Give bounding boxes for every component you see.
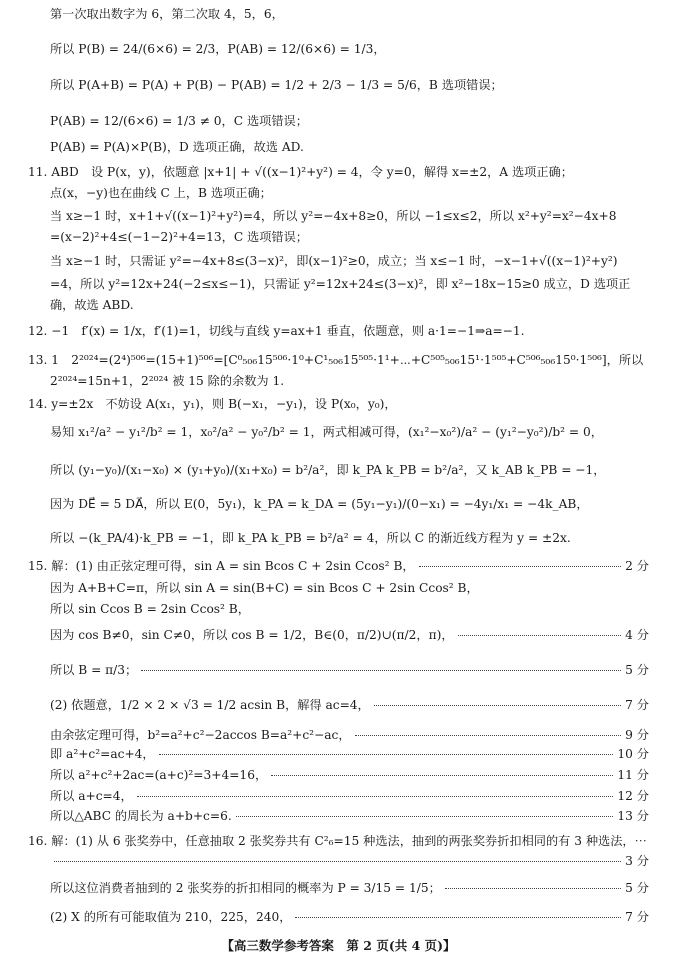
text-line: 所以 P(A+B) = P(A) + P(B) − P(AB) = 1/2 + 2/3 − 1/3 = 5/6，B 选项错误；: [50, 78, 503, 92]
score-label: 7 分: [625, 910, 649, 924]
text-line: 11. ABD 设 P(x，y)，依题意 |x+1| + √((x−1)²+y²) = 4，令 y=0，解得 x=±2，A 选项正确；: [28, 165, 573, 179]
score-label: 4 分: [625, 628, 649, 642]
score-label: 2 分: [625, 559, 649, 573]
text-line: 当 x≥−1 时，只需证 y²=−4x+8≤(3−x)²，即(x−1)²≥0，成立；当 x≤−1 时，−x−1+√((x−1)²+y²): [50, 254, 618, 268]
text-line: =(x−2)²+4≤(−1−2)²+4=13，C 选项错误；: [50, 230, 308, 244]
score-label: 5 分: [625, 663, 649, 677]
text-line: 所以△ABC 的周长为 a+b+c=6. 13 分: [50, 809, 649, 823]
text-line: 因为 DE⃗ = 5 DA⃗，所以 E(0，5y₁)，k_PA = k_DA = (5y₁−y₁)/(0−x₁) = −4y₁/x₁ = −4k_AB，: [50, 497, 589, 511]
text-line: =4，所以 y²=12x+24(−2≤x≤−1)，只需证 y²=12x+24≤(3−x)²，即 x²−18x−15≥0 成立，D 选项正: [50, 277, 631, 291]
score-label: 3 分: [625, 854, 649, 868]
text-line: P(AB) = P(A)×P(B)，D 选项正确，故选 AD.: [50, 140, 304, 154]
score-label: 12 分: [617, 789, 649, 803]
text-line: 所以这位消费者抽到的 2 张奖券的折扣相同的概率为 P = 3/15 = 1/5； 5 分: [50, 881, 649, 895]
text-line: 所以 a+c=4， 12 分: [50, 789, 649, 803]
text-line: 所以 −(k_PA/4)·k_PB = −1，即 k_PA k_PB = b²/a² = 4，所以 C 的渐近线方程为 y = ±2x.: [50, 531, 571, 545]
score-label: 5 分: [625, 881, 649, 895]
score-label: 7 分: [625, 698, 649, 712]
text-line: 即 a²+c²=ac+4， 10 分: [50, 747, 649, 761]
text-line: 12. −1 f′(x) = 1/x，f′(1)=1，切线与直线 y=ax+1 垂直，依题意，则 a·1=−1⇒a=−1.: [28, 324, 525, 338]
text-line: 第一次取出数字为 6，第二次取 4，5，6，: [50, 7, 284, 21]
text-line: 因为 A+B+C=π，所以 sin A = sin(B+C) = sin Bcos C + 2sin Ccos² B，: [50, 581, 479, 595]
page-footer: 【高三数学参考答案 第 2 页(共 4 页)】: [221, 938, 456, 953]
text-line: [50, 853, 649, 869]
text-line: 16. 解：(1) 从 6 张奖券中，任意抽取 2 张奖券共有 C²₆=15 种选法，抽到的两张奖券折扣相同的有 3 种选法，⋯: [28, 834, 647, 848]
text-line: 因为 cos B≠0，sin C≠0，所以 cos B = 1/2，B∈(0，π/2)∪(π/2，π)， 4 分: [50, 628, 649, 642]
text-line: 易知 x₁²/a² − y₁²/b² = 1，x₀²/a² − y₀²/b² = 1，两式相减可得，(x₁²−x₀²)/a² − (y₁²−y₀²)/b² = 0，: [50, 425, 603, 439]
text-line: 14. y=±2x 不妨设 A(x₁，y₁)，则 B(−x₁，−y₁)，设 P(x₀，y₀)，: [28, 397, 397, 411]
text-line: 由余弦定理可得，b²=a²+c²−2accos B=a²+c²−ac， 9 分: [50, 728, 649, 742]
text-line: 所以 (y₁−y₀)/(x₁−x₀) × (y₁+y₀)/(x₁+x₀) = b²/a²，即 k_PA k_PB = b²/a²，又 k_AB k_PB = −1，: [50, 463, 606, 477]
text-line: 所以 P(B) = 24/(6×6) = 2/3，P(AB) = 12/(6×6) = 1/3，: [50, 42, 386, 56]
score-label: 9 分: [625, 728, 649, 742]
text-line: 13. 1 2²⁰²⁴=(2⁴)⁵⁰⁶=(15+1)⁵⁰⁶=[C⁰₅₀₆15⁵⁰⁶·1⁰+C¹₅₀₆15⁵⁰⁵·1¹+⋯+C⁵⁰⁵₅₀₆15¹·1⁵⁰⁵+C⁵⁰⁶₅₀₆15⁰·1⁵⁰⁶]，所以: [28, 353, 644, 367]
text-line: 15. 解：(1) 由正弦定理可得，sin A = sin Bcos C + 2sin Ccos² B， 2 分: [28, 559, 649, 573]
text-line: 点(x，−y)也在曲线 C 上，B 选项正确；: [50, 186, 272, 200]
score-label: 13 分: [617, 809, 649, 823]
text-line: 所以 B = π/3； 5 分: [50, 663, 649, 677]
text-line: 所以 a²+c²+2ac=(a+c)²=3+4=16， 11 分: [50, 768, 649, 782]
text-line: (2) 依题意，1/2 × 2 × √3 = 1/2 acsin B，解得 ac=4， 7 分: [50, 698, 649, 712]
score-label: 10 分: [617, 747, 649, 761]
text-line: 所以 sin Ccos B = 2sin Ccos² B，: [50, 602, 250, 616]
text-line: 当 x≥−1 时，x+1+√((x−1)²+y²)=4，所以 y²=−4x+8≥0，所以 −1≤x≤2，所以 x²+y²=x²−4x+8: [50, 209, 617, 223]
text-line: (2) X 的所有可能取值为 210，225，240， 7 分: [50, 910, 649, 924]
text-line: 2²⁰²⁴=15n+1，2²⁰²⁴ 被 15 除的余数为 1.: [50, 374, 285, 388]
score-label: 11 分: [617, 768, 649, 782]
text-line: 确，故选 ABD.: [50, 298, 134, 312]
text-line: P(AB) = 12/(6×6) = 1/3 ≠ 0，C 选项错误；: [50, 114, 308, 128]
